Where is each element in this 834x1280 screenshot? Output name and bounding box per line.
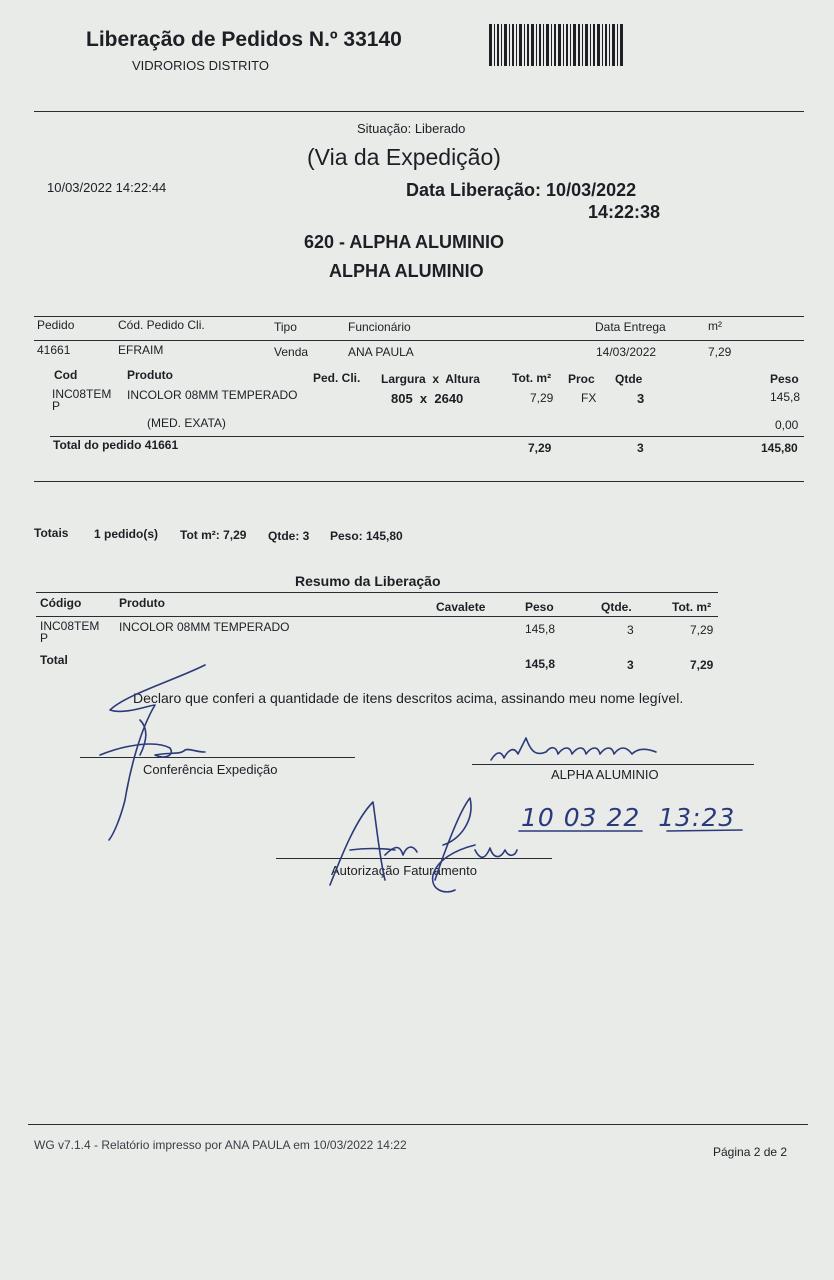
resumo-total-tot-m2: 7,29 xyxy=(690,658,714,672)
totals-tot-m2: Tot m²: 7,29 xyxy=(180,528,247,542)
resumo-col-peso: Peso xyxy=(525,600,554,614)
totals-label: Totais xyxy=(34,526,69,540)
footer-report: WG v7.1.4 - Relatório impresso por ANA PAULA em 10/03/2022 14:22 xyxy=(34,1138,407,1152)
header-divider xyxy=(34,111,804,112)
data-liberacao-time: 14:22:38 xyxy=(588,202,661,222)
resumo-row-qtde: 3 xyxy=(627,623,634,637)
item-qtde: 3 xyxy=(637,391,645,406)
resumo-row-produto: INCOLOR 08MM TEMPERADO xyxy=(119,620,290,634)
col-cod-pedido-cli: Cód. Pedido Cli. xyxy=(118,318,205,332)
col-funcionario: Funcionário xyxy=(348,320,411,334)
footer-page: Página 2 de 2 xyxy=(713,1145,788,1159)
row-tipo: Venda xyxy=(274,345,309,359)
autorizacao-label: Autorização Faturamento xyxy=(331,863,477,878)
item-tot-m2: 7,29 xyxy=(530,391,554,405)
resumo-total-label: Total xyxy=(40,653,68,667)
resumo-col-qtde: Qtde. xyxy=(601,600,632,614)
col-data-entrega: Data Entrega xyxy=(595,320,666,334)
item-col-largura-altura: Largura x Altura xyxy=(381,372,480,386)
item-cod-cont: P xyxy=(52,399,61,413)
resumo-col-produto: Produto xyxy=(119,596,165,610)
handwritten-date: 10 03 22 13:23 xyxy=(521,803,736,832)
item-col-cod: Cod xyxy=(54,368,78,382)
resumo-row-tot-m2: 7,29 xyxy=(690,623,714,637)
order-total-peso: 145,80 xyxy=(761,441,798,455)
item-col-produto: Produto xyxy=(127,368,173,382)
item-col-qtde: Qtde xyxy=(615,372,643,386)
document-title: Liberação de Pedidos N.º 33140 xyxy=(86,28,402,51)
resumo-col-cavalete: Cavalete xyxy=(436,600,486,614)
item-col-ped-cli: Ped. Cli. xyxy=(313,371,361,385)
resumo-total-peso: 145,8 xyxy=(525,657,556,671)
item-produto: INCOLOR 08MM TEMPERADO xyxy=(127,388,298,402)
item-col-proc: Proc xyxy=(568,372,595,386)
via-label: (Via da Expedição) xyxy=(307,144,501,170)
resumo-row-peso: 145,8 xyxy=(525,622,556,636)
col-pedido: Pedido xyxy=(37,318,75,332)
resumo-title: Resumo da Liberação xyxy=(295,573,441,589)
order-total-label: Total do pedido 41661 xyxy=(53,438,179,452)
data-liberacao: Data Liberação: 10/03/2022 xyxy=(406,180,637,200)
col-tipo: Tipo xyxy=(274,320,297,334)
situacao: Situação: Liberado xyxy=(357,121,466,136)
autorizacao-signature xyxy=(325,790,520,900)
resumo-row-codigo-cont: P xyxy=(40,631,49,645)
order-table-top-line xyxy=(34,316,804,317)
resumo-header-line xyxy=(36,616,718,617)
printed-datetime: 10/03/2022 14:22:44 xyxy=(47,180,167,195)
footer-divider xyxy=(28,1124,808,1125)
client-signature xyxy=(486,732,666,768)
item-col-peso: Peso xyxy=(770,372,799,386)
item-col-tot-m2: Tot. m² xyxy=(512,371,552,385)
resumo-total-qtde: 3 xyxy=(627,658,634,672)
extra-label: (MED. EXATA) xyxy=(147,416,226,430)
row-pedido: 41661 xyxy=(37,343,71,357)
col-m2: m² xyxy=(708,319,722,333)
row-funcionario: ANA PAULA xyxy=(348,345,414,359)
barcode-icon xyxy=(489,24,625,66)
item-dimensions: 805 x 2640 xyxy=(391,391,464,406)
item-peso: 145,8 xyxy=(770,390,801,404)
resumo-col-codigo: Código xyxy=(40,596,82,610)
row-m2: 7,29 xyxy=(708,345,732,359)
order-header-line xyxy=(34,340,804,341)
declaration-text: Declaro que conferi a quantidade de itens descritos acima, assinando meu nome legível. xyxy=(133,690,684,706)
client-name: ALPHA ALUMINIO xyxy=(329,261,484,281)
totals-peso: Peso: 145,80 xyxy=(330,529,403,543)
order-total-qtde: 3 xyxy=(637,441,644,455)
client-signature-label: ALPHA ALUMINIO xyxy=(551,767,659,782)
order-total-m2: 7,29 xyxy=(528,441,552,455)
item-proc: FX xyxy=(581,391,597,405)
extra-value: 0,00 xyxy=(775,418,799,432)
handwritten-date-underline xyxy=(517,828,747,834)
row-cod-pedido-cli: EFRAIM xyxy=(118,343,164,357)
totals-qtde: Qtde: 3 xyxy=(268,529,310,543)
item-cod: INC08TEM xyxy=(52,387,112,401)
resumo-row-codigo: INC08TEM xyxy=(40,619,100,633)
conferencia-label: Conferência Expedição xyxy=(143,762,278,777)
resumo-col-tot-m2: Tot. m² xyxy=(672,600,712,614)
company-name: VIDRORIOS DISTRITO xyxy=(132,58,269,73)
resumo-top-line xyxy=(36,592,718,593)
client-code-name: 620 - ALPHA ALUMINIO xyxy=(304,232,505,252)
order-total-line xyxy=(50,436,804,437)
order-table-bottom-line xyxy=(34,481,804,482)
row-data-entrega: 14/03/2022 xyxy=(596,345,657,359)
totals-pedidos: 1 pedido(s) xyxy=(94,527,159,541)
conferencia-signature xyxy=(95,660,220,845)
